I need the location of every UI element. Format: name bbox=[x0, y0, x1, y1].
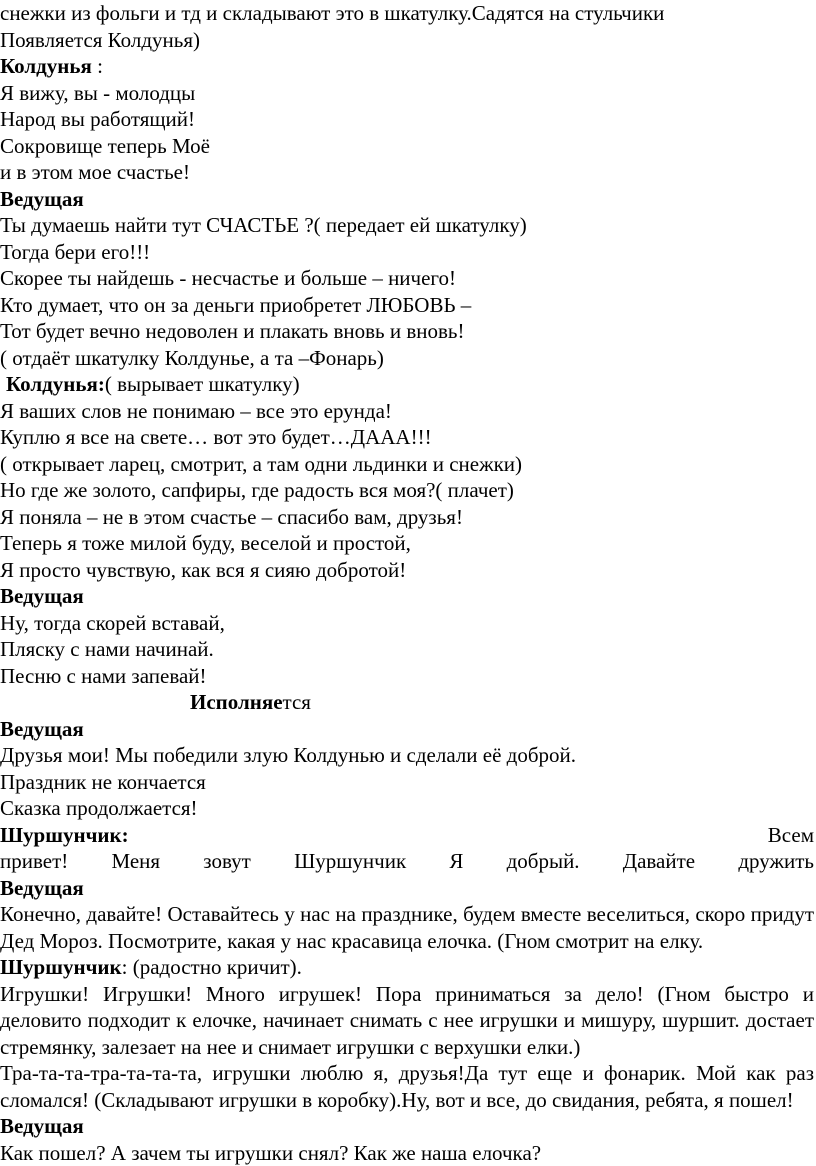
word: привет! bbox=[0, 848, 68, 875]
text-line: Я просто чувствую, как вся я сияю добротой! bbox=[0, 557, 814, 584]
speaker-line bbox=[0, 371, 814, 398]
text-line: Песню с нами запевай! bbox=[0, 663, 814, 690]
text-line: Тот будет вечно недоволен и плакать вновь и вновь! bbox=[0, 318, 814, 345]
word: Меня bbox=[111, 848, 160, 875]
text-line: Кто думает, что он за деньги приобретет ЛЮБОВЬ – bbox=[0, 292, 814, 319]
word: Я bbox=[449, 848, 463, 875]
text-line: Я ваших слов не понимаю – все это ерунда! bbox=[0, 398, 814, 425]
text-line: Я вижу, вы - молодцы bbox=[0, 80, 814, 107]
text-line: ( открывает ларец, смотрит, а там одни льдинки и снежки) bbox=[0, 451, 814, 478]
speaker-name: Ведущая bbox=[0, 583, 814, 610]
paragraph: Игрушки! Игрушки! Много игрушек! Пора приниматься за дело! (Гном быстро и деловито подходит к елочке, начинает снимать с нее игрушки и мишуру, шуршит. достает стремянку, залезает на нее и снимает игрушки с верхушки елки.) bbox=[0, 981, 814, 1061]
paragraph: Конечно, давайте! Оставайтесь у нас на празднике, будем вместе веселиться, скоро придут Дед Мороз. Посмотрите, какая у нас красавица елочка. (Гном смотрит на елку. bbox=[0, 901, 814, 954]
text-line: Я поняла – не в этом счастье – спасибо вам, друзья! bbox=[0, 504, 814, 531]
speaker-name: Шуршунчик: bbox=[0, 822, 129, 849]
speaker-line bbox=[0, 822, 814, 849]
speaker-name: Ведущая bbox=[0, 716, 814, 743]
text-line: Сказка продолжается! bbox=[0, 795, 814, 822]
performance-line bbox=[0, 689, 814, 716]
justified-line bbox=[0, 848, 814, 875]
speaker-name: Колдунья: bbox=[6, 372, 105, 396]
text-fragment: Всем bbox=[768, 822, 814, 849]
speaker-name: Колдунья bbox=[0, 54, 92, 78]
text-fragment: ( вырывает шкатулку) bbox=[105, 372, 300, 396]
speaker-line bbox=[0, 954, 814, 981]
text-line: Друзья мои! Мы победили злую Колдунью и сделали её доброй. bbox=[0, 742, 814, 769]
word: добрый. bbox=[507, 848, 580, 875]
word: Давайте bbox=[623, 848, 695, 875]
text-line: снежки из фольги и тд и складывают это в шкатулку.Садятся на стульчики bbox=[0, 0, 814, 27]
text-line: Ну, тогда скорей вставай, bbox=[0, 610, 814, 637]
text-line: Праздник не кончается bbox=[0, 769, 814, 796]
text-line: Но где же золото, сапфиры, где радость вся моя?( плачет) bbox=[0, 477, 814, 504]
word: Шуршунчик bbox=[294, 848, 406, 875]
speaker-name: Шуршунчик bbox=[0, 955, 122, 979]
speaker-name: Ведущая bbox=[0, 875, 814, 902]
text-line: ( отдаёт шкатулку Колдунье, а та –Фонарь) bbox=[0, 345, 814, 372]
speaker-name: Ведущая bbox=[0, 186, 814, 213]
text-line: и в этом мое счастье! bbox=[0, 159, 814, 186]
text-line: Народ вы работящий! bbox=[0, 106, 814, 133]
text-fragment: тся bbox=[283, 690, 311, 714]
text-line: Теперь я тоже милой буду, веселой и простой, bbox=[0, 530, 814, 557]
text-line: Пляску с нами начинай. bbox=[0, 636, 814, 663]
text-line: Как пошел? А зачем ты игрушки снял? Как же наша елочка? bbox=[0, 1140, 814, 1166]
text-line: Сокровище теперь Моё bbox=[0, 133, 814, 160]
text-line: Куплю я все на свете… вот это будет…ДААА!!! bbox=[0, 424, 814, 451]
speaker-line bbox=[0, 53, 814, 80]
word: дружить bbox=[738, 848, 814, 875]
text-fragment: : bbox=[92, 54, 103, 78]
speaker-name: Ведущая bbox=[0, 1113, 814, 1140]
text-fragment: : (радостно кричит). bbox=[122, 955, 302, 979]
text-line: Ты думаешь найти тут СЧАСТЬЕ ?( передает ей шкатулку) bbox=[0, 212, 814, 239]
text-fragment: Исполняе bbox=[190, 690, 283, 714]
text-line: Появляется Колдунья) bbox=[0, 27, 814, 54]
word: зовут bbox=[203, 848, 251, 875]
text-line: Тогда бери его!!! bbox=[0, 239, 814, 266]
paragraph: Тра-та-та-тра-та-та-та, игрушки люблю я, друзья!Да тут еще и фонарик. Мой как раз сломался! (Складывают игрушки в коробку).Ну, вот и все, до свидания, ребята, я пошел! bbox=[0, 1060, 814, 1113]
text-line: Скорее ты найдешь - несчастье и больше – ничего! bbox=[0, 265, 814, 292]
